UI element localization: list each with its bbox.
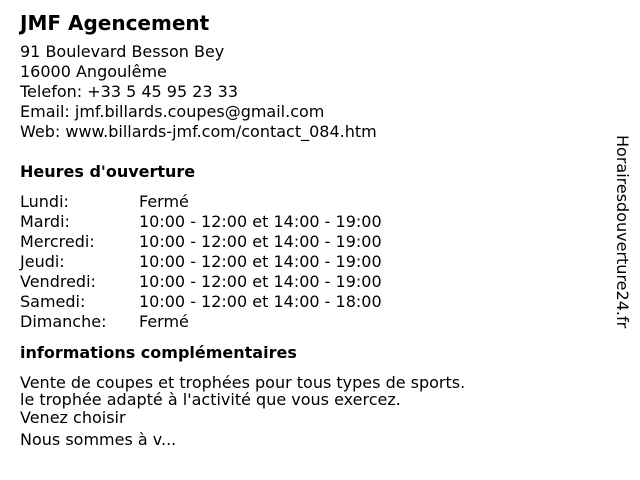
day-time: 10:00 - 12:00 et 14:00 - 19:00 — [139, 232, 382, 251]
hours-row-sunday — [20, 312, 580, 332]
info-line: le trophée adapté à l'activité que vous exercez. — [20, 390, 401, 409]
contact-block — [20, 42, 580, 142]
hours-row-monday — [20, 192, 580, 212]
address-line-1: 91 Boulevard Besson Bey — [20, 42, 225, 61]
hours-row-tuesday — [20, 212, 580, 232]
day-label: Samedi: — [20, 292, 86, 311]
business-name: JMF Agencement — [20, 11, 210, 35]
hours-row-thursday — [20, 252, 580, 272]
web-line: Web: www.billards-jmf.com/contact_084.htm — [20, 122, 377, 141]
hours-row-friday — [20, 272, 580, 292]
day-label: Dimanche: — [20, 312, 107, 331]
watermark-text: Horairesdouverture24.fr — [613, 135, 632, 329]
day-time: 10:00 - 12:00 et 14:00 - 19:00 — [139, 272, 382, 291]
phone-line: Telefon: +33 5 45 95 23 33 — [20, 82, 239, 101]
day-label: Mercredi: — [20, 232, 95, 251]
day-label: Jeudi: — [20, 252, 65, 271]
day-time: 10:00 - 12:00 et 14:00 - 19:00 — [139, 212, 382, 231]
day-label: Lundi: — [20, 192, 69, 211]
day-time: 10:00 - 12:00 et 14:00 - 19:00 — [139, 252, 382, 271]
info-title: informations complémentaires — [20, 343, 297, 362]
hours-row-saturday — [20, 292, 580, 312]
business-card — [20, 11, 580, 450]
address-line-2: 16000 Angoulême — [20, 62, 167, 81]
info-line: Venez choisir — [20, 408, 126, 427]
info-line: Vente de coupes et trophées pour tous types de sports. — [20, 373, 466, 392]
info-line: Nous sommes à v... — [20, 430, 177, 449]
watermark — [612, 135, 636, 345]
hours-row-wednesday — [20, 232, 580, 252]
info-block — [20, 373, 580, 450]
day-time: Fermé — [139, 312, 189, 331]
day-time: 10:00 - 12:00 et 14:00 - 18:00 — [139, 292, 382, 311]
day-label: Vendredi: — [20, 272, 96, 291]
email-line: Email: jmf.billards.coupes@gmail.com — [20, 102, 325, 121]
hours-table — [20, 192, 580, 332]
day-label: Mardi: — [20, 212, 70, 231]
hours-title: Heures d'ouverture — [20, 162, 196, 181]
day-time: Fermé — [139, 192, 189, 211]
